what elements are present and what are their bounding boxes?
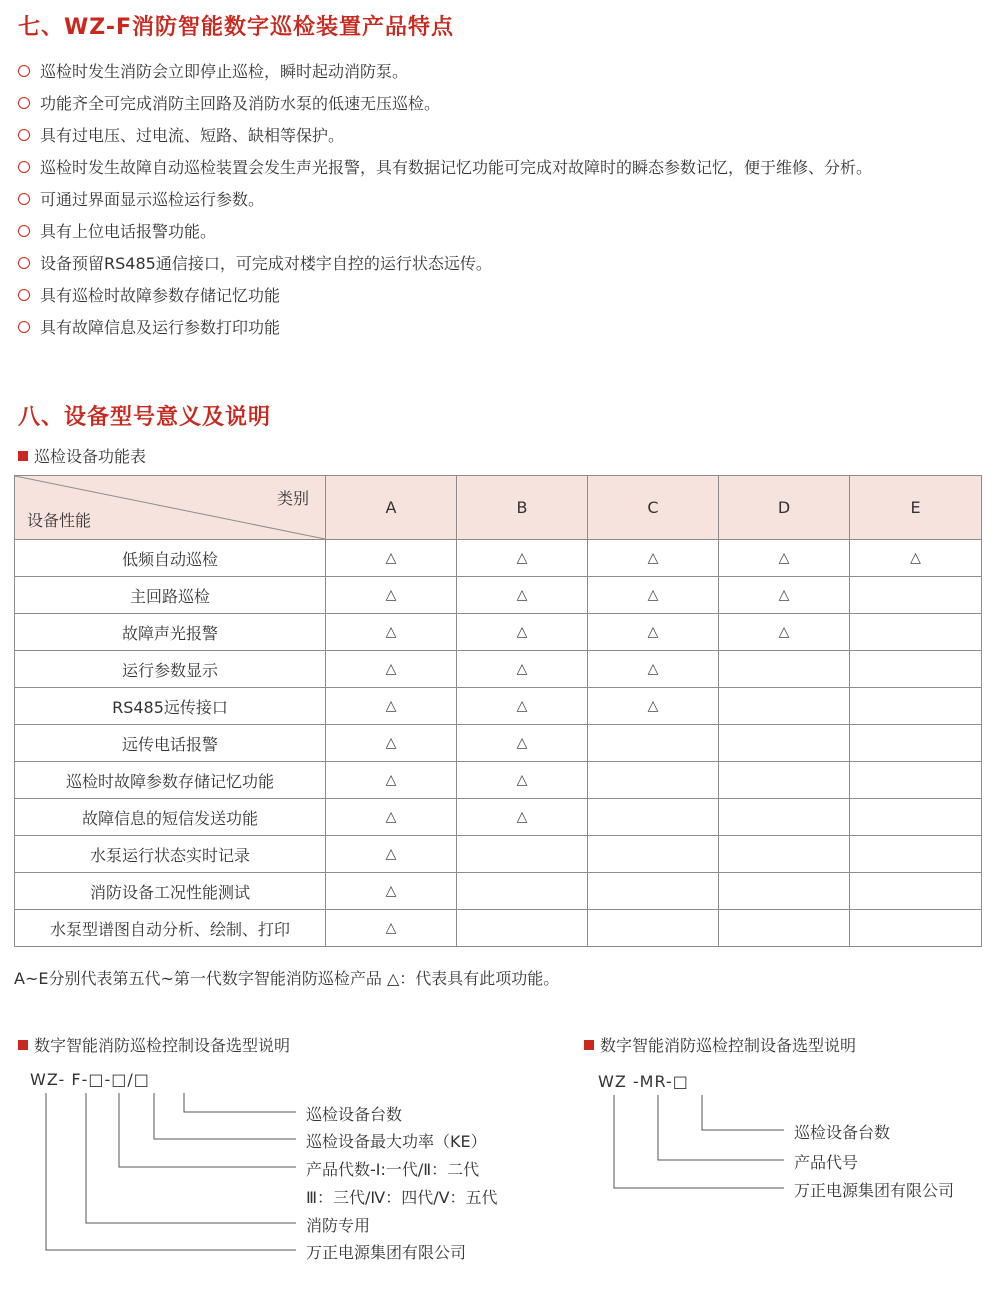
function-cell xyxy=(719,688,850,725)
function-cell xyxy=(850,799,982,836)
function-cell xyxy=(850,651,982,688)
function-cell xyxy=(850,577,982,614)
column-header: E xyxy=(850,476,982,540)
model-code-left: WZ- F-□-□/□ xyxy=(30,1070,150,1089)
function-cell xyxy=(457,836,588,873)
row-label: 主回路巡检 xyxy=(15,577,326,614)
label-fire-use: 消防专用 xyxy=(306,1216,371,1235)
function-cell xyxy=(457,799,588,836)
circle-bullet-icon xyxy=(18,289,30,301)
function-cell xyxy=(588,540,719,577)
row-label: 水泵运行状态实时记录 xyxy=(15,836,326,873)
section-7-title: 七、WZ-F消防智能数字巡检装置产品特点 xyxy=(18,15,454,40)
triangle-mark-icon: △ xyxy=(516,698,528,714)
function-cell xyxy=(719,762,850,799)
triangle-mark-icon: △ xyxy=(647,550,659,566)
function-cell xyxy=(457,910,588,947)
function-cell xyxy=(719,873,850,910)
triangle-mark-icon: △ xyxy=(385,772,397,788)
triangle-mark-icon: △ xyxy=(647,624,659,640)
diagram-left-heading: 数字智能消防巡检控制设备选型说明 xyxy=(18,1033,290,1056)
triangle-mark-icon: △ xyxy=(516,772,528,788)
feature-item: 巡检时发生故障自动巡检装置会发生声光报警，具有数据记忆功能可完成对故障时的瞬态参数记忆，便于维修、分析。 xyxy=(18,152,988,184)
red-square-icon xyxy=(18,1040,28,1050)
triangle-mark-icon: △ xyxy=(516,587,528,603)
function-cell xyxy=(457,614,588,651)
feature-item: 具有故障信息及运行参数打印功能 xyxy=(18,312,988,344)
function-cell xyxy=(850,836,982,873)
function-cell xyxy=(588,688,719,725)
function-cell xyxy=(588,873,719,910)
label-product-code: 产品代号 xyxy=(794,1153,859,1172)
feature-item: 具有巡检时故障参数存储记忆功能 xyxy=(18,280,988,312)
function-cell xyxy=(850,614,982,651)
label-generation-1: 产品代数-Ⅰ:一代/Ⅱ：二代 xyxy=(306,1160,480,1179)
label-company: 万正电源集团有限公司 xyxy=(306,1243,467,1262)
triangle-mark-icon: △ xyxy=(516,809,528,825)
red-square-icon xyxy=(584,1040,594,1050)
triangle-mark-icon: △ xyxy=(516,624,528,640)
triangle-mark-icon: △ xyxy=(647,661,659,677)
row-label: 故障声光报警 xyxy=(15,614,326,651)
function-cell xyxy=(588,836,719,873)
function-cell xyxy=(719,540,850,577)
function-cell xyxy=(326,688,457,725)
function-cell xyxy=(850,762,982,799)
circle-bullet-icon xyxy=(18,129,30,141)
feature-item: 功能齐全可完成消防主回路及消防水泵的低速无压巡检。 xyxy=(18,88,988,120)
function-cell xyxy=(588,577,719,614)
diagram-right xyxy=(580,1060,990,1210)
triangle-mark-icon: △ xyxy=(778,624,790,640)
triangle-mark-icon: △ xyxy=(385,661,397,677)
table-row xyxy=(15,762,982,799)
column-header: C xyxy=(588,476,719,540)
function-cell xyxy=(457,688,588,725)
function-cell xyxy=(588,910,719,947)
label-device-count: 巡检设备台数 xyxy=(794,1123,891,1142)
row-label: 故障信息的短信发送功能 xyxy=(15,799,326,836)
function-cell xyxy=(326,725,457,762)
column-header: D xyxy=(719,476,850,540)
feature-list xyxy=(18,56,988,344)
diagram-right-heading: 数字智能消防巡检控制设备选型说明 xyxy=(584,1033,856,1056)
function-cell xyxy=(457,873,588,910)
function-cell xyxy=(326,910,457,947)
triangle-mark-icon: △ xyxy=(516,550,528,566)
label-generation-2: Ⅲ：三代/Ⅳ：四代/Ⅴ：五代 xyxy=(306,1188,498,1207)
row-label: RS485远传接口 xyxy=(15,688,326,725)
section-8-title: 八、设备型号意义及说明 xyxy=(18,405,272,430)
feature-item: 巡检时发生消防会立即停止巡检，瞬时起动消防泵。 xyxy=(18,56,988,88)
triangle-mark-icon: △ xyxy=(385,735,397,751)
triangle-mark-icon: △ xyxy=(385,883,397,899)
function-cell xyxy=(326,799,457,836)
feature-item: 具有过电压、过电流、短路、缺相等保护。 xyxy=(18,120,988,152)
table-row xyxy=(15,577,982,614)
diagram-left xyxy=(0,1060,560,1270)
function-cell xyxy=(719,577,850,614)
circle-bullet-icon xyxy=(18,257,30,269)
row-label: 运行参数显示 xyxy=(15,651,326,688)
table-row xyxy=(15,688,982,725)
row-label: 巡检时故障参数存储记忆功能 xyxy=(15,762,326,799)
table-body xyxy=(15,540,982,947)
function-cell xyxy=(326,614,457,651)
function-cell xyxy=(850,540,982,577)
table-row xyxy=(15,651,982,688)
column-header: B xyxy=(457,476,588,540)
triangle-mark-icon: △ xyxy=(385,846,397,862)
table-row xyxy=(15,873,982,910)
triangle-mark-icon: △ xyxy=(778,587,790,603)
function-cell xyxy=(850,910,982,947)
circle-bullet-icon xyxy=(18,65,30,77)
function-cell xyxy=(588,799,719,836)
model-code-right: WZ -MR-□ xyxy=(598,1072,689,1091)
function-cell xyxy=(719,836,850,873)
function-cell xyxy=(588,725,719,762)
triangle-mark-icon: △ xyxy=(516,661,528,677)
function-cell xyxy=(326,762,457,799)
table-row xyxy=(15,614,982,651)
function-cell xyxy=(588,651,719,688)
table-row xyxy=(15,910,982,947)
function-cell xyxy=(457,725,588,762)
function-cell xyxy=(457,540,588,577)
triangle-mark-icon: △ xyxy=(385,920,397,936)
function-cell xyxy=(850,725,982,762)
function-cell xyxy=(850,873,982,910)
label-device-count: 巡检设备台数 xyxy=(306,1105,403,1124)
table-row xyxy=(15,799,982,836)
red-square-icon xyxy=(18,451,28,461)
function-cell xyxy=(850,688,982,725)
circle-bullet-icon xyxy=(18,161,30,173)
function-cell xyxy=(719,725,850,762)
column-header: A xyxy=(326,476,457,540)
triangle-mark-icon: △ xyxy=(385,624,397,640)
function-cell xyxy=(588,614,719,651)
label-max-power: 巡检设备最大功率（KE） xyxy=(306,1132,487,1151)
row-label: 低频自动巡检 xyxy=(15,540,326,577)
table-row xyxy=(15,725,982,762)
circle-bullet-icon xyxy=(18,97,30,109)
triangle-mark-icon: △ xyxy=(910,550,921,566)
function-cell xyxy=(719,651,850,688)
table-row xyxy=(15,540,982,577)
function-cell xyxy=(719,799,850,836)
function-table xyxy=(14,475,982,947)
row-label: 水泵型谱图自动分析、绘制、打印 xyxy=(15,910,326,947)
function-cell xyxy=(457,651,588,688)
feature-item: 可通过界面显示巡检运行参数。 xyxy=(18,184,988,216)
function-cell xyxy=(588,762,719,799)
circle-bullet-icon xyxy=(18,193,30,205)
circle-bullet-icon xyxy=(18,321,30,333)
function-cell xyxy=(326,873,457,910)
triangle-mark-icon: △ xyxy=(778,550,790,566)
row-label: 消防设备工况性能测试 xyxy=(15,873,326,910)
label-company: 万正电源集团有限公司 xyxy=(794,1181,955,1200)
corner-category-label: 类别 xyxy=(276,489,309,508)
corner-performance-label: 设备性能 xyxy=(27,511,92,530)
table-header-row xyxy=(15,476,982,540)
feature-item: 具有上位电话报警功能。 xyxy=(18,216,988,248)
table-heading: 巡检设备功能表 xyxy=(18,444,146,467)
table-row xyxy=(15,836,982,873)
circle-bullet-icon xyxy=(18,225,30,237)
triangle-mark-icon: △ xyxy=(385,809,397,825)
corner-header-cell xyxy=(15,476,326,540)
triangle-mark-icon: △ xyxy=(385,698,397,714)
function-cell xyxy=(326,540,457,577)
table-note: A~E分别代表第五代~第一代数字智能消防巡检产品 △：代表具有此项功能。 xyxy=(14,969,560,988)
function-cell xyxy=(719,614,850,651)
function-cell xyxy=(326,651,457,688)
row-label: 远传电话报警 xyxy=(15,725,326,762)
feature-item: 设备预留RS485通信接口，可完成对楼宇自控的运行状态远传。 xyxy=(18,248,988,280)
function-cell xyxy=(326,836,457,873)
triangle-mark-icon: △ xyxy=(385,587,397,603)
triangle-mark-icon: △ xyxy=(647,698,659,714)
triangle-mark-icon: △ xyxy=(647,587,659,603)
triangle-mark-icon: △ xyxy=(516,735,528,751)
function-cell xyxy=(719,910,850,947)
triangle-mark-icon: △ xyxy=(385,550,397,566)
function-cell xyxy=(457,577,588,614)
function-cell xyxy=(457,762,588,799)
function-cell xyxy=(326,577,457,614)
